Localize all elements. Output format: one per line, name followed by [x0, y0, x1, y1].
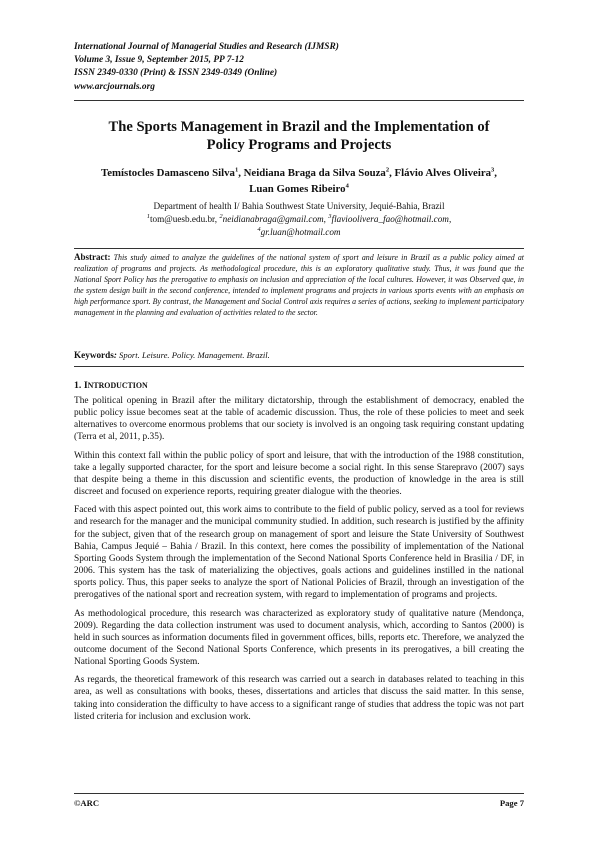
journal-name: International Journal of Managerial Studies and Research (IJMSR) — [74, 42, 339, 52]
journal-header — [74, 41, 524, 94]
journal-url[interactable]: www.arcjournals.org — [74, 81, 155, 92]
author-4: Luan Gomes Ribeiro — [249, 182, 346, 195]
body-text — [74, 395, 524, 729]
paragraph-1: The political opening in Brazil after the military dictatorship, through the establishment of democracy, enabled the public policy issue becomes seat at the table of academic discussion. Thus, the role of these policies to meet and seek alternatives to overcome enormous problems that our society is involved is an ongoing task requiring constant updating (Terra et al, 2011, p.35). — [74, 396, 524, 443]
journal-volume: Volume 3, Issue 9, September 2015, PP 7-12 — [74, 55, 244, 66]
author-2: Neidiana Braga da Silva Souza — [243, 167, 386, 179]
paper-title — [74, 119, 524, 154]
author-list: Temístocles Damasceno Silva$^1$, Neidiana Braga da Silva Souza$^2$, Flávio Alves Oliveira$^3$, Luan Gomes Ribeiro$^4$ — [101, 166, 497, 195]
email-2-marker: 2 — [219, 212, 223, 220]
abstract-label: Abstract: — [74, 252, 111, 262]
section-number: 1. — [74, 380, 82, 391]
email-1-marker: 1 — [146, 212, 150, 220]
author-1: Temístocles Damasceno Silva — [101, 167, 235, 179]
header-rule — [74, 100, 524, 101]
footer-rule — [74, 793, 524, 794]
author-4-marker: 4 — [345, 181, 349, 189]
email-4[interactable]: gr.luan@hotmail.com — [260, 227, 341, 237]
paragraph-3: Faced with this aspect pointed out, this work aims to contribute to the field of public policy, served as a tool for reviews and research for the manager and the municipal community studied. In addition, such research is justified by the affinity for the subject, given that of the research group on management of sport and leisure the State University of Southwest Bahia, Campus Jequié – Bahia / Brazil. In this context, here comes the possibility of implementation of the National Sporting Goods System through the implementation of the Second National Sports Conference held in Brasilia / DF, in 2006. This system has the task of materializing the objectives, goals actions and guidelines instilled in the national sports policy. Thus, this paper seeks to analyze the sport of National Policies of Brazil, through an investigation of the prerogatives of the national sport and recreation system, with regard to implementation of programs and projects. — [74, 505, 524, 601]
footer-page-number: Page 7 — [499, 798, 524, 808]
author-1-marker: 1 — [234, 166, 239, 174]
keywords-bottom-rule — [74, 366, 524, 367]
email-4-marker: 4 — [257, 225, 261, 233]
email-1[interactable]: tom@uesb.edu.br, — [150, 214, 218, 224]
email-3-marker: 3 — [328, 212, 332, 220]
title-line-1: The Sports Management in Brazil and the Implementation of — [108, 119, 490, 135]
section-title-rest: NTRODUCTION — [87, 381, 148, 390]
affiliation-block — [74, 200, 524, 239]
author-3-marker: 3 — [491, 166, 495, 174]
email-3[interactable]: flavioolivera_fao@hotmail.com, — [331, 214, 452, 224]
abstract-text: This study aimed to analyze the guidelines of the national system of sport and leisure in Brazil as a public policy aimed at realization of programs and projects. As methodological procedure, this is an exploratory qualitative study. Thus, it was found que the National Sport Policy has the prerogative to emphasis on inclusion and appreciation of the local cultures. However, it was Observed que, in the system design built in the second conference, intended to implement programs and projects in various sports events with an emphasis on high performance sport. By contrast, the Management and Social Control axis requires a series of actions, seeking to implement participatory management in the planning and evaluation of activities related to the sector. — [74, 253, 524, 317]
keywords-label: Keywords — [74, 350, 114, 360]
footer-copyright: ©ARC — [74, 798, 100, 808]
section-title-initial: I — [83, 380, 88, 391]
email-line-2 — [74, 226, 524, 239]
keywords-colon: : — [113, 350, 117, 360]
section-heading — [74, 380, 524, 391]
paragraph-4: As methodological procedure, this research was characterized as exploratory study of qualitative nature (Mendonça, 2009). Regarding the data collection instrument was used to document analysis, which, according to Santos (2000) is held in such sources as information documents filed in government offices, bills, reports etc. Therefore, we analyzed the outcome document of the Second National Sports Conference, which presents in its prerogatives, a bill creating the National Sporting Goods System. — [74, 608, 524, 668]
keywords-text: Sport. Leisure. Policy. Management. Brazil. — [119, 350, 270, 360]
paragraph-2: Within this context fall within the public policy of sport and leisure, that with the introduction of the 1988 constitution, take a legally supported character, for the sport and leisure become a social right. In this sense Starepravo (2007) says that despite being a theme in this discussion and scientific events, the production of knowledge in the area is still discreet and focused on experience reports, requiring greater dialogue with the theories. — [74, 450, 524, 498]
keywords — [74, 350, 524, 360]
abstract — [74, 252, 524, 318]
title-line-2: Policy Programs and Projects — [206, 136, 392, 153]
affiliation-department: Department of health I/ Bahia Southwest State University, Jequié-Bahia, Brazil — [153, 201, 445, 211]
abstract-top-rule — [74, 248, 524, 249]
email-2[interactable]: neidianabraga@gmail.com, — [222, 214, 326, 224]
email-list — [74, 213, 524, 226]
author-3: Flávio Alves Oliveira — [394, 167, 492, 179]
paragraph-5: As regards, the theoretical framework of this research was carried out a search in databases related to teaching in this area, as well as consultations with books, theses, dissertations and articles that discuss the said matter. In this sense, taking into consideration the difficulty to have access to a significant range of studies that address the topic was not part listed criteria for inclusion and exclusion work. — [74, 675, 524, 722]
journal-issn: ISSN 2349-0330 (Print) & ISSN 2349-0349 (Online) — [74, 68, 278, 79]
author-2-marker: 2 — [385, 166, 390, 174]
